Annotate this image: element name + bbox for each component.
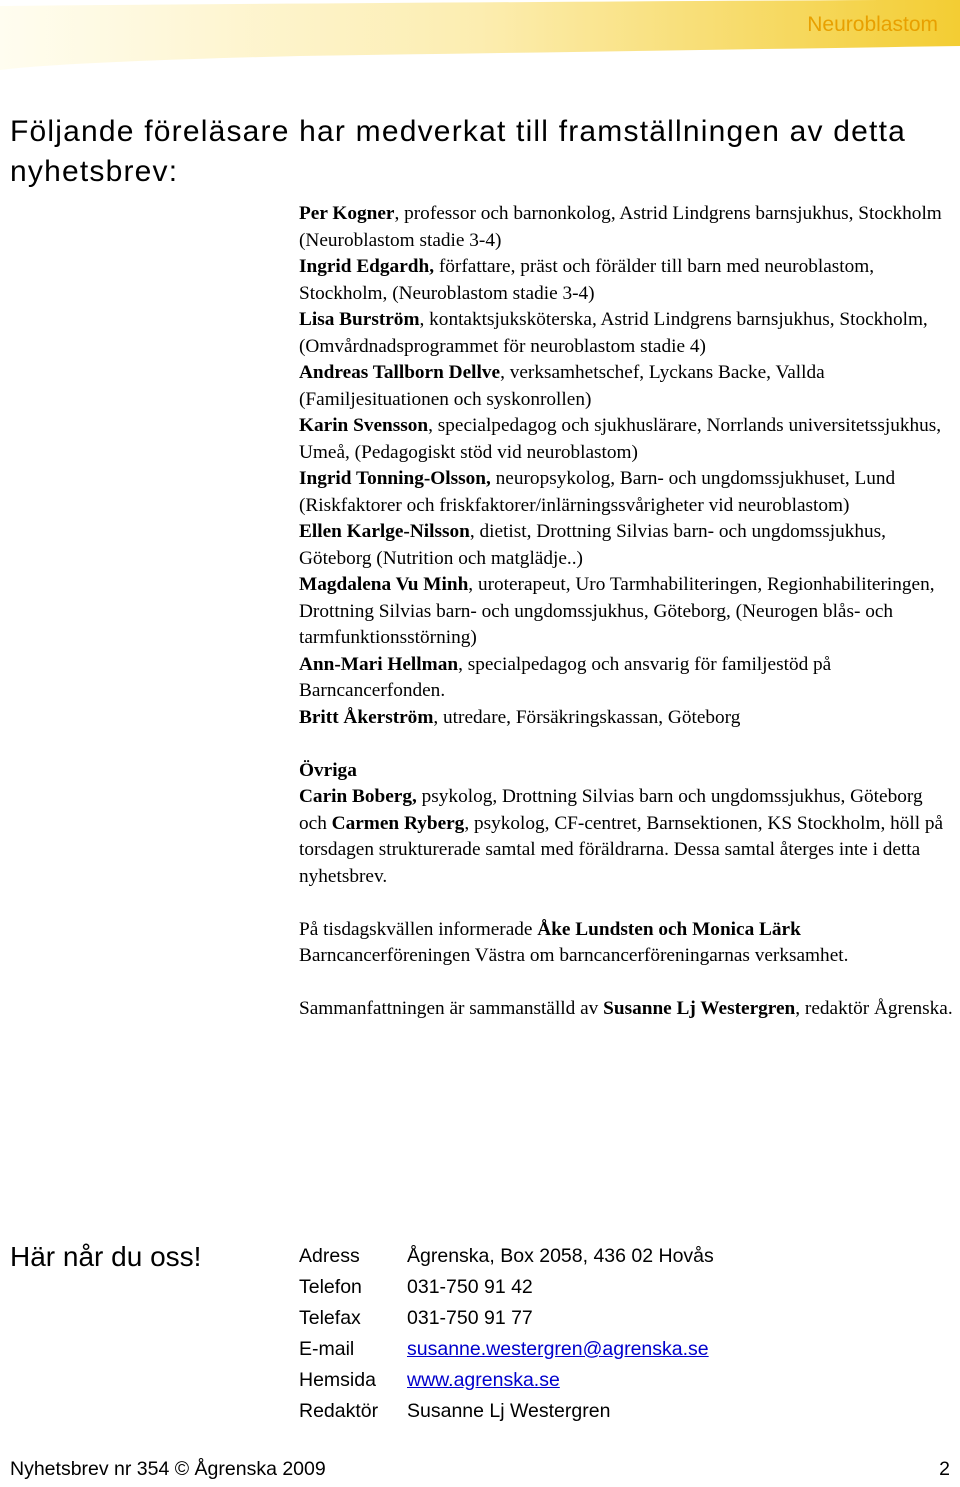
website-link[interactable]: www.agrenska.se: [407, 1369, 560, 1391]
speaker-description: , specialpedagog och ansvarig för familjestöd på Barncancerfonden.: [299, 653, 832, 701]
ovriga-text-2: , psykolog, CF-centret, Barnsektionen, KS Stockholm, höll på torsdagen strukturerade samtal med föräldrarna. Dessa samtal återges inte i detta nyhetsbrev.: [299, 812, 944, 887]
speaker-name: Per Kogner: [299, 203, 395, 224]
speaker-entry: [299, 254, 954, 307]
page-number: 2: [939, 1458, 950, 1480]
footer-publication: Nyhetsbrev nr 354 © Ågrenska 2009: [10, 1458, 326, 1480]
speaker-description: , professor och barnonkolog, Astrid Lindgrens barnsjukhus, Stockholm (Neuroblastom stadie 3-4): [299, 203, 942, 251]
speaker-entry: [299, 466, 954, 519]
ovriga-title-text: Övriga: [299, 759, 357, 781]
spacer: [299, 731, 954, 758]
contact-row-address: [299, 1245, 714, 1276]
tisdag-post: Barncancerföreningen Västra om barncancerföreningarnas verksamhet.: [299, 945, 849, 966]
speaker-name: Andreas Tallborn Dellve: [299, 362, 501, 383]
contact-table: [299, 1245, 714, 1431]
speaker-entry: [299, 307, 954, 360]
speaker-name: Magdalena Vu Minh: [299, 574, 469, 595]
speaker-entry: [299, 201, 954, 254]
contact-value: 031-750 91 77: [407, 1307, 533, 1329]
contact-label: Telefon: [299, 1276, 362, 1298]
speaker-entry: [299, 572, 954, 652]
ovriga-title: [299, 758, 954, 785]
contact-row-website: [299, 1369, 714, 1400]
ovriga-name-1: Carin Boberg,: [299, 786, 417, 807]
speaker-description: , specialpedagog och sjukhuslärare, Norrlands universitetssjukhus, Umeå, (Pedagogiskt stöd vid neuroblastom): [299, 415, 942, 463]
speaker-entry: [299, 519, 954, 572]
summary-paragraph: [299, 996, 954, 1023]
tisdag-pre: På tisdagskvällen informerade: [299, 918, 538, 940]
contact-heading: Här når du oss!: [10, 1241, 202, 1272]
speaker-entry: [299, 705, 954, 732]
speaker-name: Britt Åkerström: [299, 706, 434, 728]
speaker-description: , uroterapeut, Uro Tarmhabiliteringen, Regionhabiliteringen, Drottning Silvias barn- och ungdomssjukhus, Göteborg, (Neurogen blås- och tarmfunktionsstörning): [299, 574, 935, 648]
speaker-description: neuropsykolog, Barn- och ungdomssjukhuset, Lund (Riskfaktorer och friskfaktorer/inlärningssvårigheter vid neuroblastom): [299, 468, 896, 516]
contact-row-phone: [299, 1276, 714, 1307]
contact-label: Telefax: [299, 1307, 361, 1329]
speaker-name: Ingrid Edgardh,: [299, 256, 435, 277]
header-title: Neuroblastom: [807, 13, 938, 36]
tisdag-paragraph: [299, 917, 954, 970]
speaker-description: , verksamhetschef, Lyckans Backe, Vallda (Familjesituationen och syskonrollen): [299, 362, 825, 410]
contact-value: 031-750 91 42: [407, 1276, 533, 1298]
summary-post: , redaktör Ågrenska.: [795, 998, 953, 1019]
contact-row-editor: [299, 1400, 714, 1431]
tisdag-names: Åke Lundsten och Monica Lärk: [537, 918, 801, 940]
speaker-description: , utredare, Försäkringskassan, Göteborg: [433, 706, 741, 728]
contact-row-fax: [299, 1307, 714, 1338]
speaker-description: författare, präst och förälder till barn med neuroblastom, Stockholm, (Neuroblastom stadie 3-4): [299, 256, 875, 304]
speaker-entry: [299, 413, 954, 466]
spacer: [299, 890, 954, 917]
speaker-entry: [299, 360, 954, 413]
contact-row-email: [299, 1338, 714, 1369]
email-link[interactable]: susanne.westergren@agrenska.se: [407, 1338, 709, 1360]
speaker-name: Karin Svensson: [299, 415, 429, 436]
speaker-name: Lisa Burström: [299, 309, 420, 330]
speaker-name: Ann-Mari Hellman: [299, 653, 459, 675]
speaker-entry: [299, 652, 954, 705]
speaker-list: [299, 201, 954, 1023]
contact-value: Ågrenska, Box 2058, 436 02 Hovås: [407, 1245, 714, 1267]
ovriga-name-2: Carmen Ryberg: [331, 812, 465, 834]
contact-label: Hemsida: [299, 1369, 376, 1391]
spacer: [299, 970, 954, 997]
ovriga-paragraph: [299, 784, 954, 890]
summary-name: Susanne Lj Westergren: [603, 998, 796, 1019]
header-band: [0, 0, 960, 72]
speaker-description: , kontaktsjuksköterska, Astrid Lindgrens barnsjukhus, Stockholm, (Omvårdnadsprogrammet för neuroblastom stadie 4): [299, 309, 928, 357]
speaker-name: Ellen Karlge-Nilsson: [299, 521, 470, 542]
contact-label: Adress: [299, 1245, 360, 1267]
speaker-description: , dietist, Drottning Silvias barn- och ungdomssjukhus, Göteborg (Nutrition och matglädje..): [299, 521, 886, 569]
ovriga-text-1: psykolog, Drottning Silvias barn och ungdomssjukhus, Göteborg och: [299, 786, 923, 834]
contact-label: Redaktör: [299, 1400, 379, 1422]
contact-value: Susanne Lj Westergren: [407, 1400, 611, 1422]
page-heading: Följande föreläsare har medverkat till framställningen av detta nyhetsbrev:: [10, 115, 907, 188]
contact-label: E-mail: [299, 1338, 355, 1360]
speaker-name: Ingrid Tonning-Olsson,: [299, 468, 491, 489]
summary-pre: Sammanfattningen är sammanställd av: [299, 998, 604, 1019]
